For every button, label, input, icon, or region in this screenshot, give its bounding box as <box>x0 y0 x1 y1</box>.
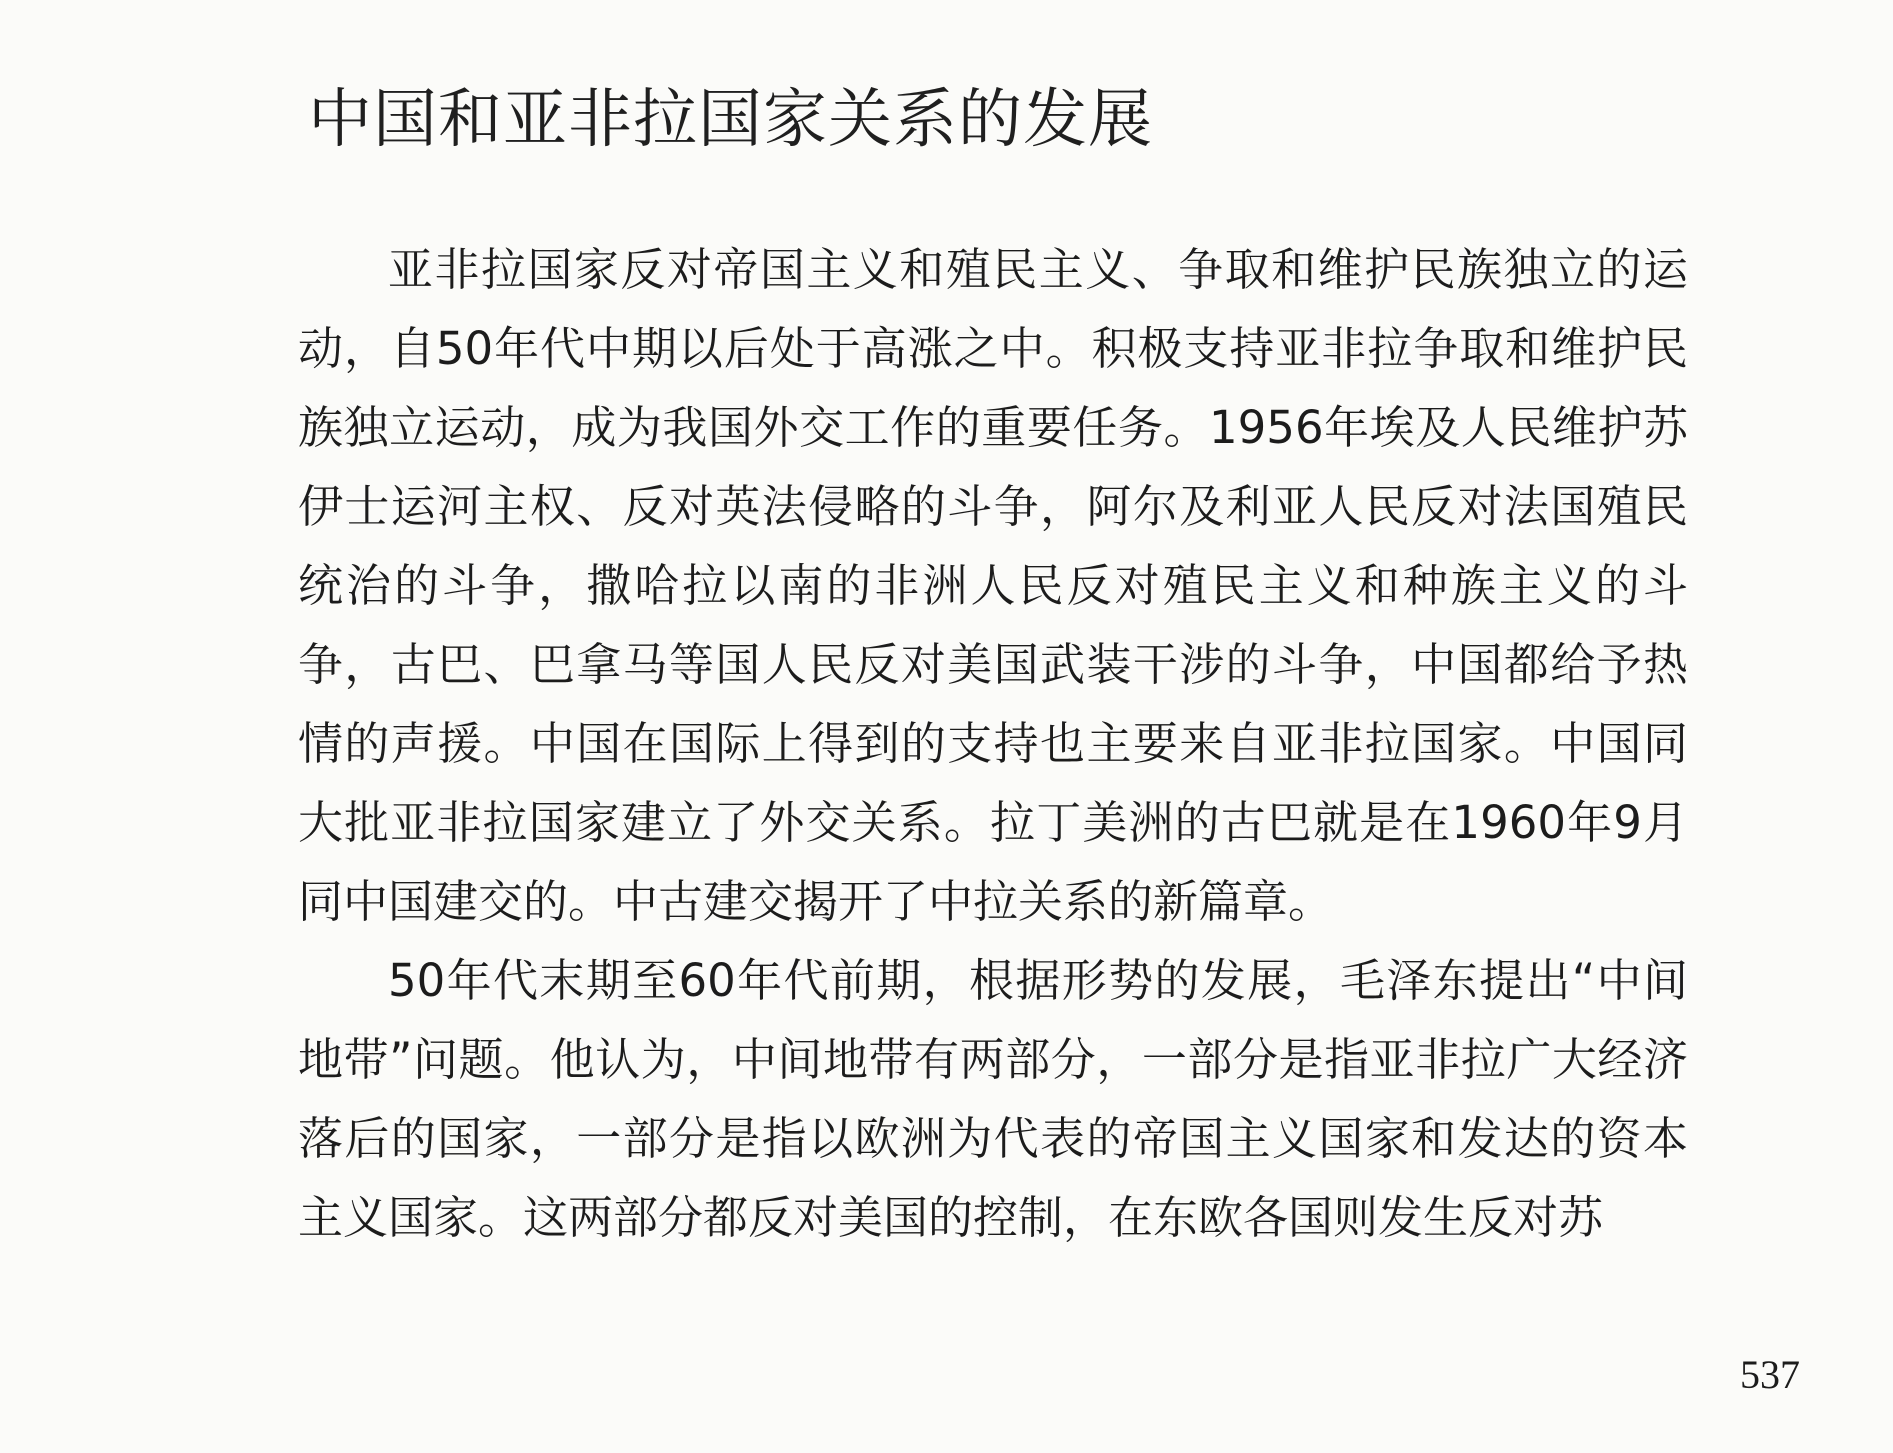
paragraph-2: 50年代末期至60年代前期，根据形势的发展，毛泽东提出“中间地带”问题。他认为，中间地带有两部分，一部分是指亚非拉广大经济落后的国家，一部分是指以欧洲为代表的帝国主义国家和发达的资本主义国家。这两部分都反对美国的控制，在东欧各国则发生反对苏 <box>298 954 1688 1244</box>
page-number: 537 <box>1740 1352 1800 1397</box>
body-text <box>298 230 1688 1257</box>
section-title: 中国和亚非拉国家关系的发展 <box>308 83 1153 157</box>
paragraph-1: 亚非拉国家反对帝国主义和殖民主义、争取和维护民族独立的运动，自50年代中期以后处于高涨之中。积极支持亚非拉争取和维护民族独立运动，成为我国外交工作的重要任务。1956年埃及人民维护苏伊士运河主权、反对英法侵略的斗争，阿尔及利亚人民反对法国殖民统治的斗争，撒哈拉以南的非洲人民反对殖民主义和种族主义的斗争，古巴、巴拿马等国人民反对美国武装干涉的斗争，中国都给予热情的声援。中国在国际上得到的支持也主要来自亚非拉国家。中国同大批亚非拉国家建立了外交关系。拉丁美洲的古巴就是在1960年9月同中国建交的。中古建交揭开了中拉关系的新篇章。 <box>298 243 1688 928</box>
